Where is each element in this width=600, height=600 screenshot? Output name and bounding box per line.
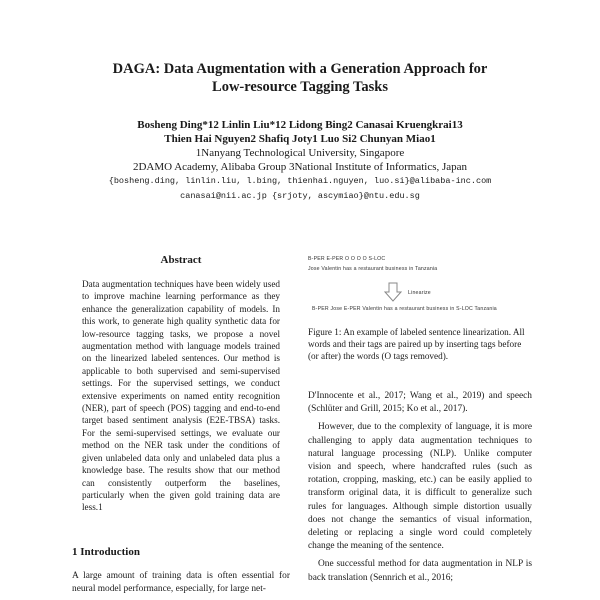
figure-words-line: Jose Valentin has a restaurant business in Tanzania <box>308 266 438 272</box>
abstract-text: Data augmentation techniques have been widely used to improve machine learning performance as they enhance the generalization capability of models. In this work, to generate high quality synthetic data for low-resource tagging tasks, we propose a novel augmentation method with language models trained on the linearized labeled sentences. Our method is applicable to both supervised and semi-supervised settings. For the supervised settings, we conduct extensive experiments on named entity recognition (NER), part of speech (POS) tagging and end-to-end target based sentiment analysis (E2E-TBSA) tasks. For the semi-supervised settings, we evaluate our method on the NER task under the conditions of given unlabeled data only and unlabeled data plus a knowledge base. The results show that our method can consistently outperform the baselines, particularly when the given gold training data are less.1 <box>82 279 280 513</box>
abstract-heading: Abstract <box>160 254 202 266</box>
paper-title <box>40 60 560 96</box>
email-line-1: {bosheng.ding, linlin.liu, l.bing, thienhai.nguyen, luo.si}@alibaba-inc.com <box>108 176 492 186</box>
figure-caption: Figure 1: An example of labeled sentence linearization. All words and their tags are paired up by inserting tags before (or after) the words (O tags removed). <box>308 327 525 362</box>
down-arrow-icon <box>383 282 403 302</box>
right-column-body <box>308 390 532 585</box>
right-paragraph-2: However, due to the complexity of language, it is more challenging to apply data augmentation techniques to natural language processing (NLP). Unlike computer vision and speech, where handcrafted rules (such as rotation, cropping, masking, etc.) can be easily applied to transform original data, it is difficult to generalize such rules for languages. Although simple distortion usually does not change the semantics of visual information, deleting or replacing a single word could completely change the meaning of the sentence. <box>308 422 532 552</box>
author-block <box>30 118 570 204</box>
figure-arrow-label: Linearize <box>408 290 431 296</box>
affiliation-1: 1Nanyang Technological University, Singapore <box>195 147 405 159</box>
authors-line-2: Thien Hai Nguyen2 Shafiq Joty1 Luo Si2 Chunyan Miao1 <box>164 133 436 145</box>
affiliation-2: 2DAMO Academy, Alibaba Group 3National Institute of Informatics, Japan <box>132 161 468 173</box>
right-paragraph-3: One successful method for data augmentation in NLP is back translation (Sennrich et al., 2016; <box>308 559 532 583</box>
title-line-1: DAGA: Data Augmentation with a Generation Approach for <box>112 61 488 77</box>
email-line-2: canasai@nii.ac.jp {srjoty, ascymiao}@ntu.edu.sg <box>180 191 420 201</box>
introduction-heading: 1 Introduction <box>72 546 140 558</box>
figure-tags-line: B-PER E-PER O O O O S-LOC <box>308 256 386 262</box>
figure-linearized-line: B-PER Jose E-PER Valentin has a restaurant business in S-LOC Tanzania <box>312 306 497 312</box>
authors-line-1: Bosheng Ding*12 Linlin Liu*12 Lidong Bing2 Canasai Kruengkrai13 <box>137 119 463 131</box>
introduction-text: A large amount of training data is often essential for neural model performance, especially, for large net- <box>72 571 290 594</box>
right-paragraph-1: D'Innocente et al., 2017; Wang et al., 2019) and speech (Schlüter and Grill, 2015; Ko et al., 2017). <box>308 391 532 415</box>
title-line-2: Low-resource Tagging Tasks <box>212 79 388 95</box>
